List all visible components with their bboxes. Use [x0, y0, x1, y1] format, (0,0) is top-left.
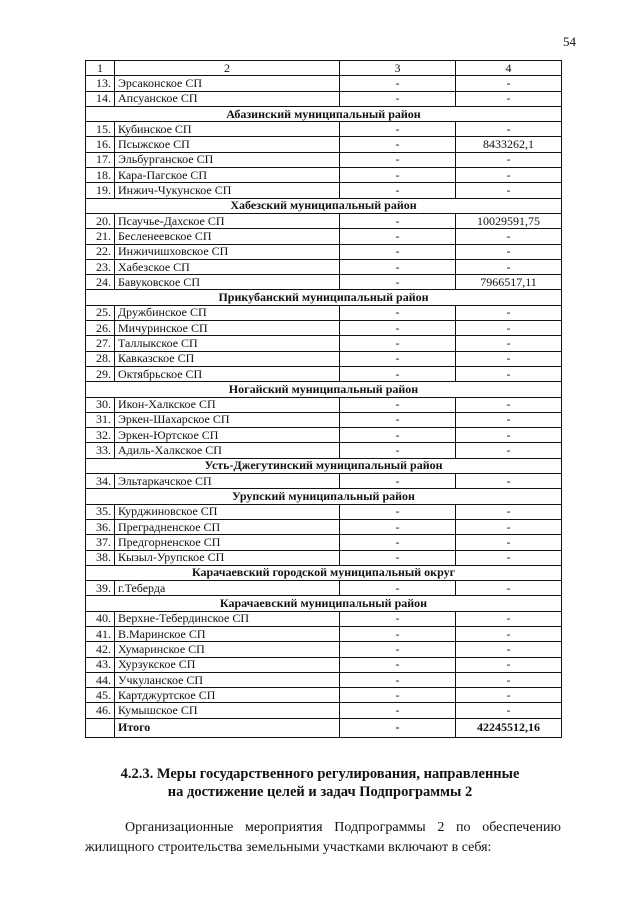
section-heading-line: на достижение целей и задач Подпрограммы 2 [167, 784, 473, 800]
column-4-value: - [456, 657, 562, 672]
settlement-name: Эркен-Юртское СП [115, 428, 340, 443]
settlement-name: Предгорненское СП [115, 535, 340, 550]
column-4-value: - [456, 244, 562, 259]
column-4-value: - [456, 443, 562, 458]
row-number: 23. [86, 259, 115, 274]
column-3-value: - [340, 535, 456, 550]
settlement-name: Икон-Халкское СП [115, 397, 340, 412]
row-number: 27. [86, 336, 115, 351]
settlement-name: Инжичишховское СП [115, 244, 340, 259]
table-row [86, 626, 562, 641]
row-number: 43. [86, 657, 115, 672]
column-3-value: - [340, 305, 456, 320]
table-header-row [86, 61, 562, 76]
column-3-value: - [340, 642, 456, 657]
table-row [86, 213, 562, 228]
settlement-name: Кызыл-Урупское СП [115, 550, 340, 565]
column-4-value: - [456, 474, 562, 489]
header-cell: 2 [115, 61, 340, 76]
row-number: 45. [86, 688, 115, 703]
column-4-value: - [456, 259, 562, 274]
column-4-value: - [456, 428, 562, 443]
column-4-value: 8433262,1 [456, 137, 562, 152]
row-number: 33. [86, 443, 115, 458]
column-4-value: - [456, 336, 562, 351]
column-3-value: - [340, 152, 456, 167]
table-row [86, 428, 562, 443]
settlement-name: г.Теберда [115, 581, 340, 596]
settlement-name: Кубинское СП [115, 122, 340, 137]
settlement-name: Инжич-Чукунское СП [115, 183, 340, 198]
row-number: 20. [86, 213, 115, 228]
row-number: 36. [86, 519, 115, 534]
column-3-value: - [340, 443, 456, 458]
table-row [86, 412, 562, 427]
column-3-value: - [340, 213, 456, 228]
settlement-name: Кавказское СП [115, 351, 340, 366]
row-number: 31. [86, 412, 115, 427]
table-row [86, 152, 562, 167]
row-number: 22. [86, 244, 115, 259]
column-4-value: - [456, 535, 562, 550]
column-3-value: - [340, 336, 456, 351]
total-row [86, 718, 562, 737]
table-row [86, 137, 562, 152]
column-3-value: - [340, 428, 456, 443]
column-4-value: - [456, 321, 562, 336]
column-4-value: - [456, 611, 562, 626]
district-header-row [86, 382, 562, 397]
district-name: Усть-Джегутинский муниципальный район [86, 458, 562, 473]
settlement-name: Псыжское СП [115, 137, 340, 152]
table-row [86, 366, 562, 381]
column-4-value: - [456, 76, 562, 91]
column-3-value: - [340, 229, 456, 244]
header-cell: 1 [86, 61, 115, 76]
column-4-value: - [456, 581, 562, 596]
column-4-value: - [456, 642, 562, 657]
column-3-value: - [340, 519, 456, 534]
table-row [86, 183, 562, 198]
column-3-value: - [340, 122, 456, 137]
district-name: Ногайский муниципальный район [86, 382, 562, 397]
total-empty-cell [86, 718, 115, 737]
column-4-value: - [456, 626, 562, 641]
column-4-value: - [456, 703, 562, 718]
row-number: 39. [86, 581, 115, 596]
column-4-value: - [456, 152, 562, 167]
table-row [86, 244, 562, 259]
column-4-value: - [456, 351, 562, 366]
table-row [86, 688, 562, 703]
column-4-value: - [456, 229, 562, 244]
column-3-value: - [340, 137, 456, 152]
settlement-name: Адиль-Халкское СП [115, 443, 340, 458]
column-3-value: - [340, 321, 456, 336]
settlement-name: Эльбурганское СП [115, 152, 340, 167]
row-number: 29. [86, 366, 115, 381]
column-3-value: - [340, 351, 456, 366]
column-3-value: - [340, 703, 456, 718]
column-3-value: - [340, 657, 456, 672]
column-3-value: - [340, 168, 456, 183]
settlement-name: Кумышское СП [115, 703, 340, 718]
column-3-value: - [340, 366, 456, 381]
section-heading-line: 4.2.3. Меры государственного регулирования, направленные [120, 766, 520, 782]
column-3-value: - [340, 504, 456, 519]
row-number: 25. [86, 305, 115, 320]
table-row [86, 336, 562, 351]
settlement-name: Хабезское СП [115, 259, 340, 274]
table-row [86, 519, 562, 534]
table-row [86, 535, 562, 550]
header-cell: 4 [456, 61, 562, 76]
column-4-value: - [456, 412, 562, 427]
column-4-value: - [456, 519, 562, 534]
settlement-name: Хурзукское СП [115, 657, 340, 672]
column-4-value: - [456, 397, 562, 412]
table-row [86, 550, 562, 565]
column-4-value: - [456, 168, 562, 183]
column-3-value: - [340, 412, 456, 427]
settlement-name: Таллыкское СП [115, 336, 340, 351]
column-3-value: - [340, 581, 456, 596]
column-4-value: - [456, 183, 562, 198]
column-4-value: - [456, 91, 562, 106]
settlement-name: Апсуанское СП [115, 91, 340, 106]
row-number: 17. [86, 152, 115, 167]
row-number: 26. [86, 321, 115, 336]
table-row [86, 642, 562, 657]
column-4-value: - [456, 550, 562, 565]
row-number: 44. [86, 672, 115, 687]
column-4-value: - [456, 504, 562, 519]
row-number: 40. [86, 611, 115, 626]
table-row [86, 657, 562, 672]
total-label: Итого [115, 718, 340, 737]
district-header-row [86, 198, 562, 213]
column-3-value: - [340, 626, 456, 641]
settlement-name: Эльтаркачское СП [115, 474, 340, 489]
district-header-row [86, 596, 562, 611]
row-number: 13. [86, 76, 115, 91]
table-row [86, 672, 562, 687]
column-3-value: - [340, 672, 456, 687]
settlement-name: Верхне-Тебердинское СП [115, 611, 340, 626]
table-row [86, 703, 562, 718]
column-3-value: - [340, 474, 456, 489]
row-number: 24. [86, 275, 115, 290]
row-number: 30. [86, 397, 115, 412]
row-number: 32. [86, 428, 115, 443]
table-row [86, 397, 562, 412]
total-column-4: 42245512,16 [456, 718, 562, 737]
column-3-value: - [340, 397, 456, 412]
settlement-name: Октябрьское СП [115, 366, 340, 381]
table-row [86, 122, 562, 137]
settlement-name: Хумаринское СП [115, 642, 340, 657]
settlement-name: Картджуртское СП [115, 688, 340, 703]
table-row [86, 504, 562, 519]
table-row [86, 275, 562, 290]
table-row [86, 91, 562, 106]
district-header-row [86, 290, 562, 305]
row-number: 18. [86, 168, 115, 183]
row-number: 34. [86, 474, 115, 489]
section-heading [60, 765, 580, 801]
row-number: 46. [86, 703, 115, 718]
row-number: 15. [86, 122, 115, 137]
column-3-value: - [340, 275, 456, 290]
row-number: 16. [86, 137, 115, 152]
row-number: 37. [86, 535, 115, 550]
header-cell: 3 [340, 61, 456, 76]
table-row [86, 474, 562, 489]
settlement-name: Преградненское СП [115, 519, 340, 534]
row-number: 42. [86, 642, 115, 657]
district-header-row [86, 489, 562, 504]
column-3-value: - [340, 688, 456, 703]
district-name: Абазинский муниципальный район [86, 106, 562, 121]
settlement-name: Эрсаконское СП [115, 76, 340, 91]
column-3-value: - [340, 259, 456, 274]
column-3-value: - [340, 183, 456, 198]
district-name: Урупский муниципальный район [86, 489, 562, 504]
row-number: 14. [86, 91, 115, 106]
column-4-value: 10029591,75 [456, 213, 562, 228]
table-row [86, 305, 562, 320]
settlement-name: Дружбинское СП [115, 305, 340, 320]
table-row [86, 168, 562, 183]
table-row [86, 321, 562, 336]
settlement-name: Бавуковское СП [115, 275, 340, 290]
page-number: 54 [563, 34, 576, 49]
settlement-name: Мичуринское СП [115, 321, 340, 336]
district-header-row [86, 565, 562, 580]
funding-table [85, 60, 562, 738]
column-4-value: - [456, 688, 562, 703]
column-3-value: - [340, 76, 456, 91]
district-name: Карачаевский муниципальный район [86, 596, 562, 611]
settlement-name: В.Маринское СП [115, 626, 340, 641]
body-paragraph: Организационные мероприятия Подпрограммы 2 по обеспечению жилищного строительства земельными участками включают в себя: [85, 820, 561, 855]
table-row [86, 351, 562, 366]
settlement-name: Эркен-Шахарское СП [115, 412, 340, 427]
settlement-name: Псаучье-Дахское СП [115, 213, 340, 228]
district-header-row [86, 106, 562, 121]
column-3-value: - [340, 611, 456, 626]
district-name: Карачаевский городской муниципальный округ [86, 565, 562, 580]
total-column-3: - [340, 718, 456, 737]
row-number: 21. [86, 229, 115, 244]
column-4-value: - [456, 122, 562, 137]
column-4-value: 7966517,11 [456, 275, 562, 290]
column-3-value: - [340, 244, 456, 259]
table-row [86, 581, 562, 596]
row-number: 28. [86, 351, 115, 366]
settlement-name: Учкуланское СП [115, 672, 340, 687]
column-4-value: - [456, 366, 562, 381]
district-name: Хабезский муниципальный район [86, 198, 562, 213]
district-header-row [86, 458, 562, 473]
row-number: 19. [86, 183, 115, 198]
table-row [86, 229, 562, 244]
column-3-value: - [340, 550, 456, 565]
settlement-name: Кара-Пагское СП [115, 168, 340, 183]
table-row [86, 443, 562, 458]
settlement-name: Бесленеевское СП [115, 229, 340, 244]
column-4-value: - [456, 305, 562, 320]
district-name: Прикубанский муниципальный район [86, 290, 562, 305]
row-number: 38. [86, 550, 115, 565]
table-row [86, 611, 562, 626]
row-number: 41. [86, 626, 115, 641]
column-4-value: - [456, 672, 562, 687]
settlement-name: Курджиновское СП [115, 504, 340, 519]
row-number: 35. [86, 504, 115, 519]
table-row [86, 76, 562, 91]
column-3-value: - [340, 91, 456, 106]
table-row [86, 259, 562, 274]
